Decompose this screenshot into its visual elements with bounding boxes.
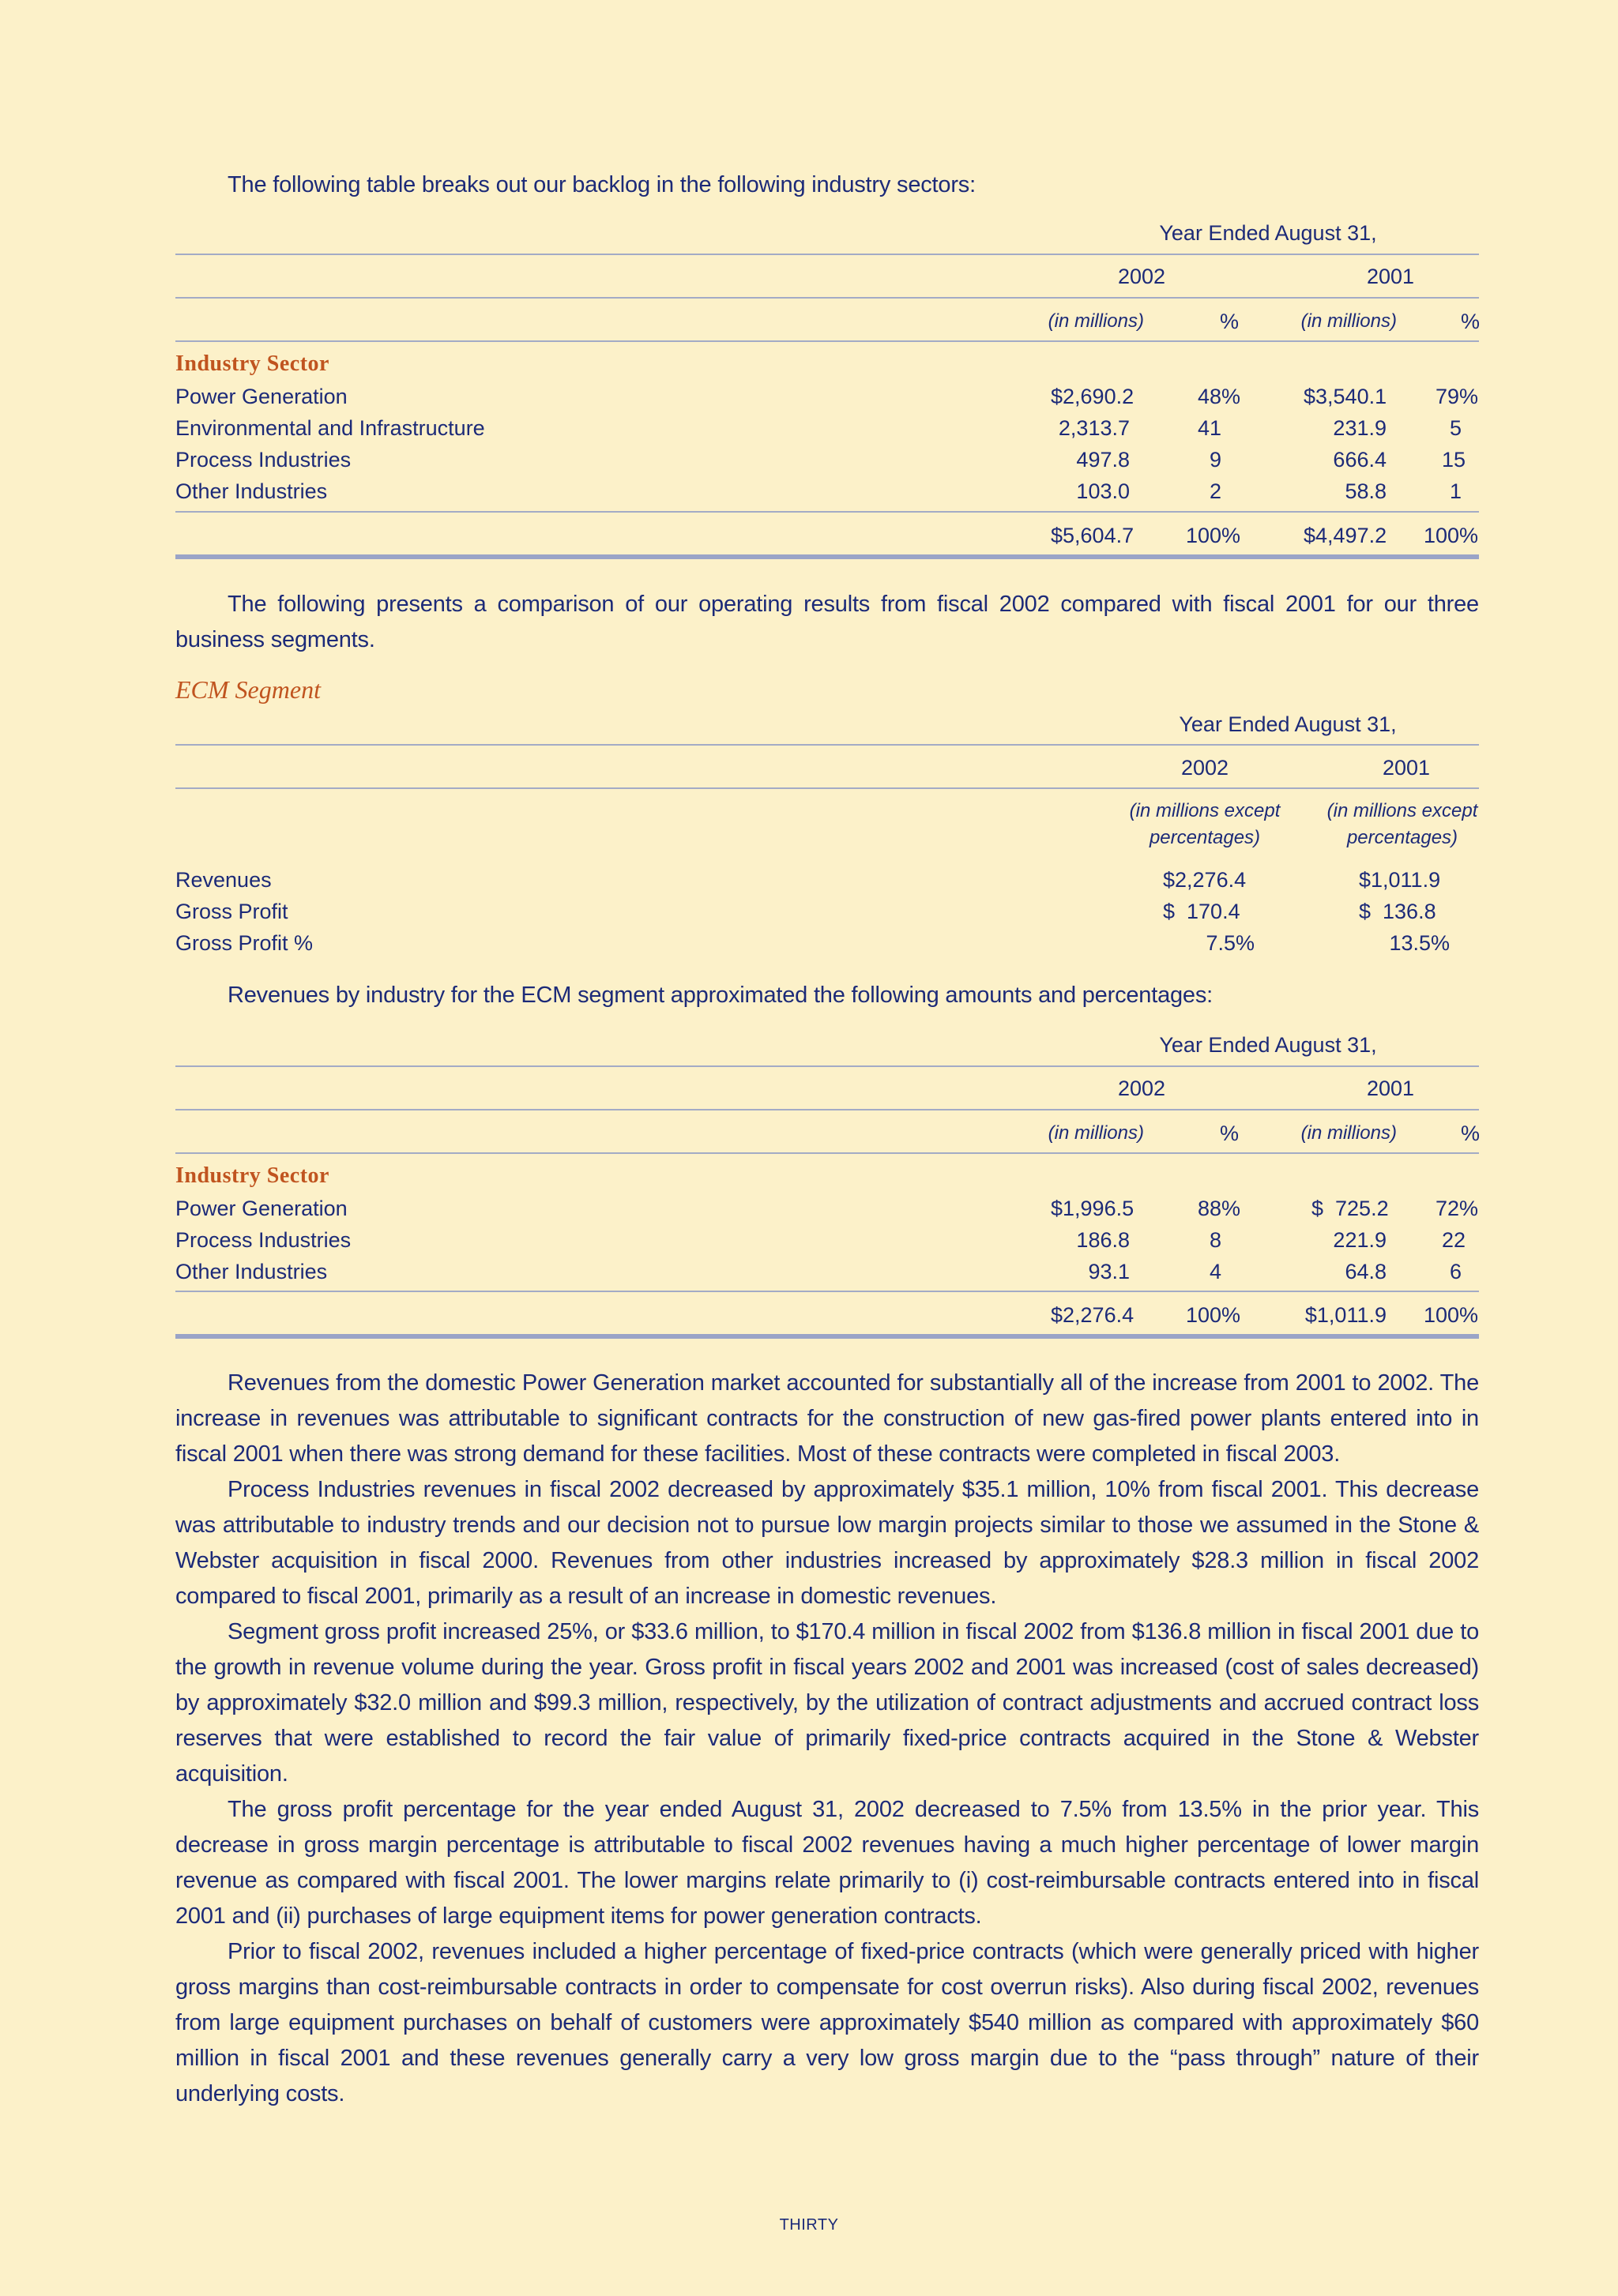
row-label: Process Industries	[175, 448, 352, 472]
table-header-period: Year Ended August 31,	[1159, 1033, 1377, 1057]
row-label: Revenues	[175, 868, 272, 892]
pct-value-2002: 2	[1209, 479, 1221, 503]
year-2002: 2002	[1117, 1077, 1166, 1100]
value-2001: $3,540.1	[1304, 385, 1387, 408]
value-2001: 58.8	[1345, 479, 1387, 503]
row-label: Process Industries	[175, 1228, 352, 1252]
total-pct-2002: 100%	[1185, 524, 1240, 547]
unit-2001: (in millions)	[1300, 1122, 1397, 1144]
row-label: Gross Profit	[175, 900, 288, 923]
value-2002: 7.5%	[1206, 931, 1255, 955]
industry-sector-heading: Industry Sector	[175, 1163, 329, 1188]
divider	[175, 340, 1479, 342]
value-2002: $ 170.4	[1163, 900, 1240, 923]
backlog-intro: The following table breaks out our backlog in the following industry sectors:	[228, 172, 976, 197]
pct-value-2001: 1	[1449, 479, 1462, 503]
value-2001: $ 136.8	[1359, 900, 1436, 923]
pct-value-2001: 15	[1441, 448, 1466, 472]
table-bottom-rule	[175, 1334, 1479, 1339]
year-2001: 2001	[1366, 1077, 1415, 1100]
pct-value-2001: 6	[1449, 1260, 1462, 1283]
value-2002: 186.8	[1076, 1228, 1130, 1252]
pct-value-2002: 9	[1209, 448, 1221, 472]
divider	[175, 511, 1479, 513]
pct-value-2002: 8	[1209, 1228, 1221, 1252]
unit-2002-line1: (in millions except	[1129, 800, 1281, 821]
value-2001: $1,011.9	[1359, 868, 1441, 892]
value-2002: $2,690.2	[1051, 385, 1134, 408]
body-paragraph: Segment gross profit increased 25%, or $33.6 million, to $170.4 million in fiscal 2002 from $136.8 million in fiscal 2001 due to the growth in revenue volume during the year. Gross profit in fiscal years 2002 and 2001 was increased (cost of sales decreased) by approximately $32.0 million and $99.3 million, respectively, by the utilization of contract adjustments and accrued contract loss reserves that were established to record the fair value of primarily fixed-price contracts acquired in the Stone & Webster acquisition.	[175, 1619, 1479, 1787]
row-label: Power Generation	[175, 385, 348, 408]
unit-2001-line1: (in millions except	[1326, 800, 1478, 821]
divider	[175, 254, 1479, 255]
pct-2002: %	[1219, 1122, 1239, 1145]
row-label: Power Generation	[175, 1197, 348, 1220]
pct-value-2001: 72%	[1435, 1197, 1478, 1220]
value-2001: $ 725.2	[1311, 1197, 1389, 1220]
year-2002: 2002	[1180, 756, 1229, 780]
unit-2001-line2: percentages)	[1346, 827, 1458, 848]
value-2002: $1,996.5	[1051, 1197, 1134, 1220]
divider	[175, 1065, 1479, 1067]
divider	[175, 1152, 1479, 1154]
pct-value-2001: 79%	[1435, 385, 1478, 408]
unit-2002-line2: percentages)	[1149, 827, 1261, 848]
pct-2002: %	[1219, 310, 1239, 333]
total-pct-2002: 100%	[1185, 1303, 1240, 1327]
value-2001: 13.5%	[1389, 931, 1450, 955]
value-2002: 497.8	[1076, 448, 1130, 472]
divider	[175, 1291, 1479, 1292]
row-label: Other Industries	[175, 479, 328, 503]
table-header-period: Year Ended August 31,	[1159, 221, 1377, 245]
pct-value-2001: 5	[1449, 416, 1462, 440]
unit-2002: (in millions)	[1048, 310, 1144, 332]
value-2002: $2,276.4	[1163, 868, 1247, 892]
total-2002: $2,276.4	[1051, 1303, 1134, 1327]
divider	[175, 787, 1479, 789]
unit-2001: (in millions)	[1300, 310, 1397, 332]
pct-value-2002: 48%	[1197, 385, 1240, 408]
body-paragraph: The gross profit percentage for the year ended August 31, 2002 decreased to 7.5% from 13.5% in the prior year. This decrease in gross margin percentage is attributable to fiscal 2002 revenues having a much higher percentage of lower margin revenue as compared with fiscal 2001. The lower margins relate primarily to (i) cost-reimbursable contracts entered into in fiscal 2001 and (ii) purchases of large equipment items for power generation contracts.	[175, 1797, 1479, 1929]
value-2002: 2,313.7	[1058, 416, 1130, 440]
year-2001: 2001	[1382, 756, 1431, 780]
pct-value-2002: 4	[1209, 1260, 1221, 1283]
unit-2002: (in millions)	[1048, 1122, 1144, 1144]
value-2001: 221.9	[1333, 1228, 1387, 1252]
segments-intro: The following presents a comparison of our operating results from fiscal 2002 compared with fiscal 2001 for our three business segments.	[175, 592, 1479, 652]
value-2001: 231.9	[1333, 416, 1387, 440]
divider	[175, 297, 1479, 299]
total-2001: $1,011.9	[1304, 1303, 1387, 1327]
total-2002: $5,604.7	[1051, 524, 1134, 547]
total-2001: $4,497.2	[1304, 524, 1387, 547]
pct-2001: %	[1460, 310, 1480, 333]
body-paragraph: Process Industries revenues in fiscal 2002 decreased by approximately $35.1 million, 10% from fiscal 2001. This decrease was attributable to industry trends and our decision not to pursue low margin projects similar to those we assumed in the Stone & Webster acquisition in fiscal 2000. Revenues from other industries increased by approximately $28.3 million in fiscal 2002 compared to fiscal 2001, primarily as a result of an increase in domestic revenues.	[175, 1477, 1479, 1609]
body-paragraph: Prior to fiscal 2002, revenues included a higher percentage of fixed-price contracts (which were generally priced with higher gross margins than cost-reimbursable contracts in order to compensate for cost overrun risks). Also during fiscal 2002, revenues from large equipment purchases on behalf of customers were approximately $540 million as compared with approximately $60 million in fiscal 2001 and these revenues generally carry a very low gross margin due to the “pass through” nature of their underlying costs.	[175, 1939, 1479, 2106]
pct-value-2002: 88%	[1197, 1197, 1240, 1220]
table-header-period: Year Ended August 31,	[1179, 712, 1397, 736]
value-2001: 666.4	[1333, 448, 1387, 472]
divider	[175, 1109, 1479, 1110]
row-label: Gross Profit %	[175, 931, 314, 955]
industry-sector-heading: Industry Sector	[175, 351, 329, 376]
year-2002: 2002	[1117, 265, 1166, 288]
pct-value-2001: 22	[1441, 1228, 1466, 1252]
value-2001: 64.8	[1345, 1260, 1387, 1283]
divider	[175, 744, 1479, 746]
page-number: THIRTY	[779, 2216, 839, 2234]
ecm-segment-title: ECM Segment	[175, 675, 321, 704]
row-label: Other Industries	[175, 1260, 328, 1283]
year-2001: 2001	[1366, 265, 1415, 288]
value-2002: 93.1	[1088, 1260, 1130, 1283]
table-bottom-rule	[175, 554, 1479, 559]
value-2002: 103.0	[1076, 479, 1130, 503]
total-pct-2001: 100%	[1423, 524, 1478, 547]
body-paragraph: Revenues from the domestic Power Generation market accounted for substantially all of the increase from 2001 to 2002. The increase in revenues was attributable to significant contracts for the construction of new gas-fired power plants entered into in fiscal 2001 when there was strong demand for these facilities. Most of these contracts were completed in fiscal 2003.	[175, 1370, 1479, 1467]
total-pct-2001: 100%	[1423, 1303, 1478, 1327]
pct-2001: %	[1460, 1122, 1480, 1145]
row-label: Environmental and Infrastructure	[175, 416, 485, 440]
pct-value-2002: 41	[1197, 416, 1221, 440]
ecm-revenue-intro: Revenues by industry for the ECM segment approximated the following amounts and percentages:	[228, 983, 1214, 1008]
